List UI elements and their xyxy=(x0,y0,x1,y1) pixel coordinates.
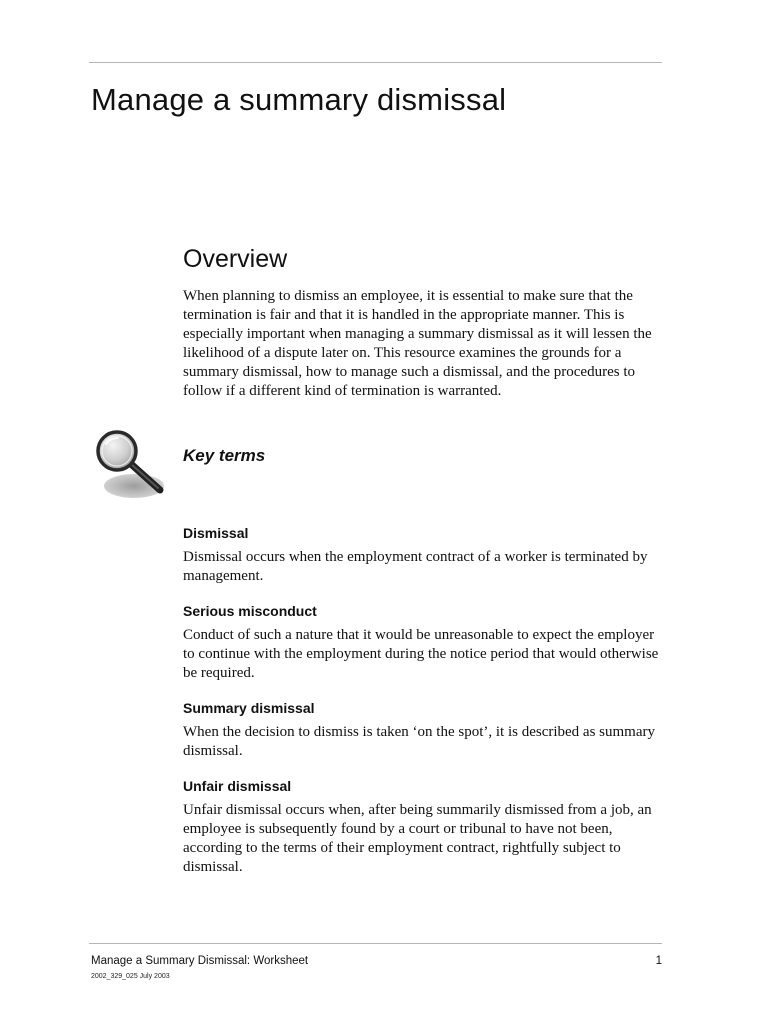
key-terms-heading: Key terms xyxy=(183,446,266,465)
footer-divider xyxy=(89,943,662,944)
term-entry-summary-dismissal xyxy=(183,699,663,761)
term-definition: Unfair dismissal occurs when, after being summarily dismissed from a job, an employee is subsequently found by a court or tribunal to have not been, according to the terms of their employment contract, rightfully subject to dismissal. xyxy=(183,802,652,875)
term-name: Dismissal xyxy=(183,525,249,541)
magnifying-glass-icon xyxy=(90,428,170,504)
term-name: Summary dismissal xyxy=(183,700,315,716)
term-name: Serious misconduct xyxy=(183,603,317,619)
document-code: 2002_329_025 July 2003 xyxy=(91,973,170,980)
term-definition: Conduct of such a nature that it would be unreasonable to expect the employer to continue with the employment during the notice period that would otherwise be required. xyxy=(183,627,659,681)
page-title: Manage a summary dismissal xyxy=(91,82,507,117)
header-divider xyxy=(89,62,662,63)
term-definition: When the decision to dismiss is taken ‘on the spot’, it is described as summary dismissal. xyxy=(183,724,656,759)
term-name: Unfair dismissal xyxy=(183,778,292,794)
overview-paragraph: When planning to dismiss an employee, it is essential to make sure that the termination is fair and that it is handled in the appropriate manner. This is especially important when managing a summary dismissal as it will lessen the likelihood of a dispute later on. This resource examines the grounds for a summary dismissal, how to manage such a dismissal, and the procedures to follow if a different kind of termination is warranted. xyxy=(183,288,652,399)
term-definition: Dismissal occurs when the employment contract of a worker is terminated by management. xyxy=(183,549,648,584)
page-number: 1 xyxy=(655,955,662,967)
key-terms-list xyxy=(183,524,663,893)
overview-heading: Overview xyxy=(183,245,288,273)
term-entry-dismissal xyxy=(183,524,663,586)
term-entry-unfair-dismissal xyxy=(183,777,663,877)
term-entry-serious-misconduct xyxy=(183,602,663,683)
footer-title: Manage a Summary Dismissal: Worksheet xyxy=(91,955,309,967)
